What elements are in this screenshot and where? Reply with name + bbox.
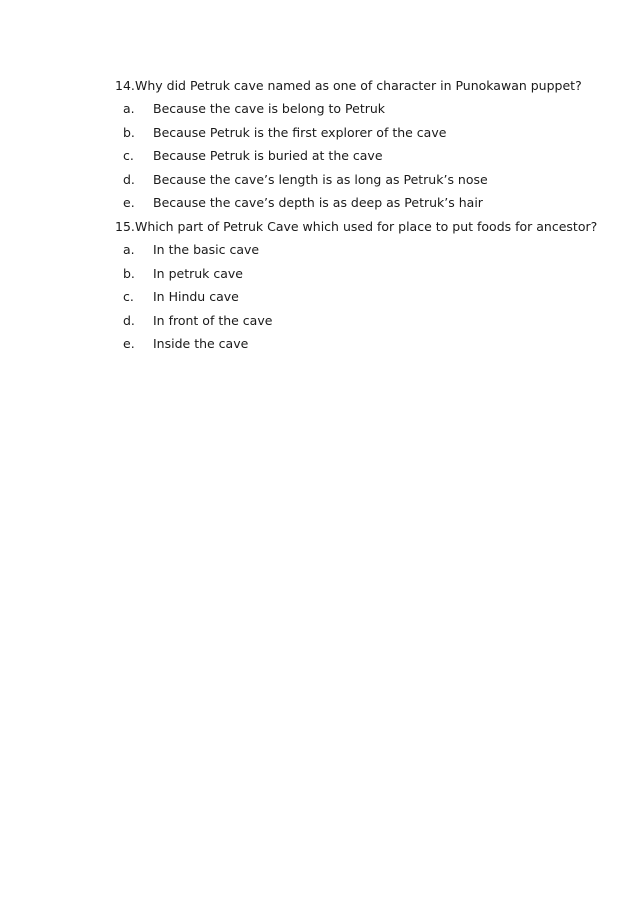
option-letter: a. xyxy=(123,242,135,257)
option-letter: d. xyxy=(123,312,135,328)
option-c xyxy=(115,285,615,309)
option-letter: b. xyxy=(123,265,135,281)
option-letter: a. xyxy=(123,101,135,116)
option-text: In petruk cave xyxy=(153,265,244,281)
option-text: In front of the cave xyxy=(153,312,273,328)
option-b xyxy=(115,262,615,286)
option-text: Because the cave is belong to Petruk xyxy=(153,101,386,116)
option-d xyxy=(115,309,615,333)
option-text: Inside the cave xyxy=(153,336,249,351)
option-text: In Hindu cave xyxy=(153,289,239,304)
option-text: Because Petruk is the first explorer of the cave xyxy=(153,124,447,140)
option-text: Because the cave’s length is as long as Petruk’s nose xyxy=(153,171,488,187)
question-number: 15. xyxy=(115,219,135,234)
question-text: Why did Petruk cave named as one of character in Punokawan puppet? xyxy=(135,78,582,93)
option-b xyxy=(115,121,615,145)
option-a xyxy=(115,97,615,121)
question-text: Which part of Petruk Cave which used for place to put foods for ancestor? xyxy=(135,219,598,234)
option-a xyxy=(115,238,615,262)
option-letter: e. xyxy=(123,195,135,210)
question-stem xyxy=(115,215,615,238)
option-letter: d. xyxy=(123,171,135,187)
option-d xyxy=(115,168,615,192)
option-c xyxy=(115,144,615,168)
answer-options xyxy=(115,97,615,215)
option-text: In the basic cave xyxy=(153,242,260,257)
option-letter: b. xyxy=(123,124,135,140)
answer-options xyxy=(115,238,615,356)
question-14 xyxy=(115,74,615,215)
option-e xyxy=(115,191,615,215)
option-text: Because Petruk is buried at the cave xyxy=(153,148,383,163)
question-number: 14. xyxy=(115,78,135,93)
option-e xyxy=(115,332,615,356)
question-stem xyxy=(115,74,615,97)
option-letter: c. xyxy=(123,289,134,304)
option-text: Because the cave’s depth is as deep as Petruk’s hair xyxy=(153,195,483,210)
option-letter: e. xyxy=(123,336,135,351)
option-letter: c. xyxy=(123,148,134,163)
question-15 xyxy=(115,215,615,356)
